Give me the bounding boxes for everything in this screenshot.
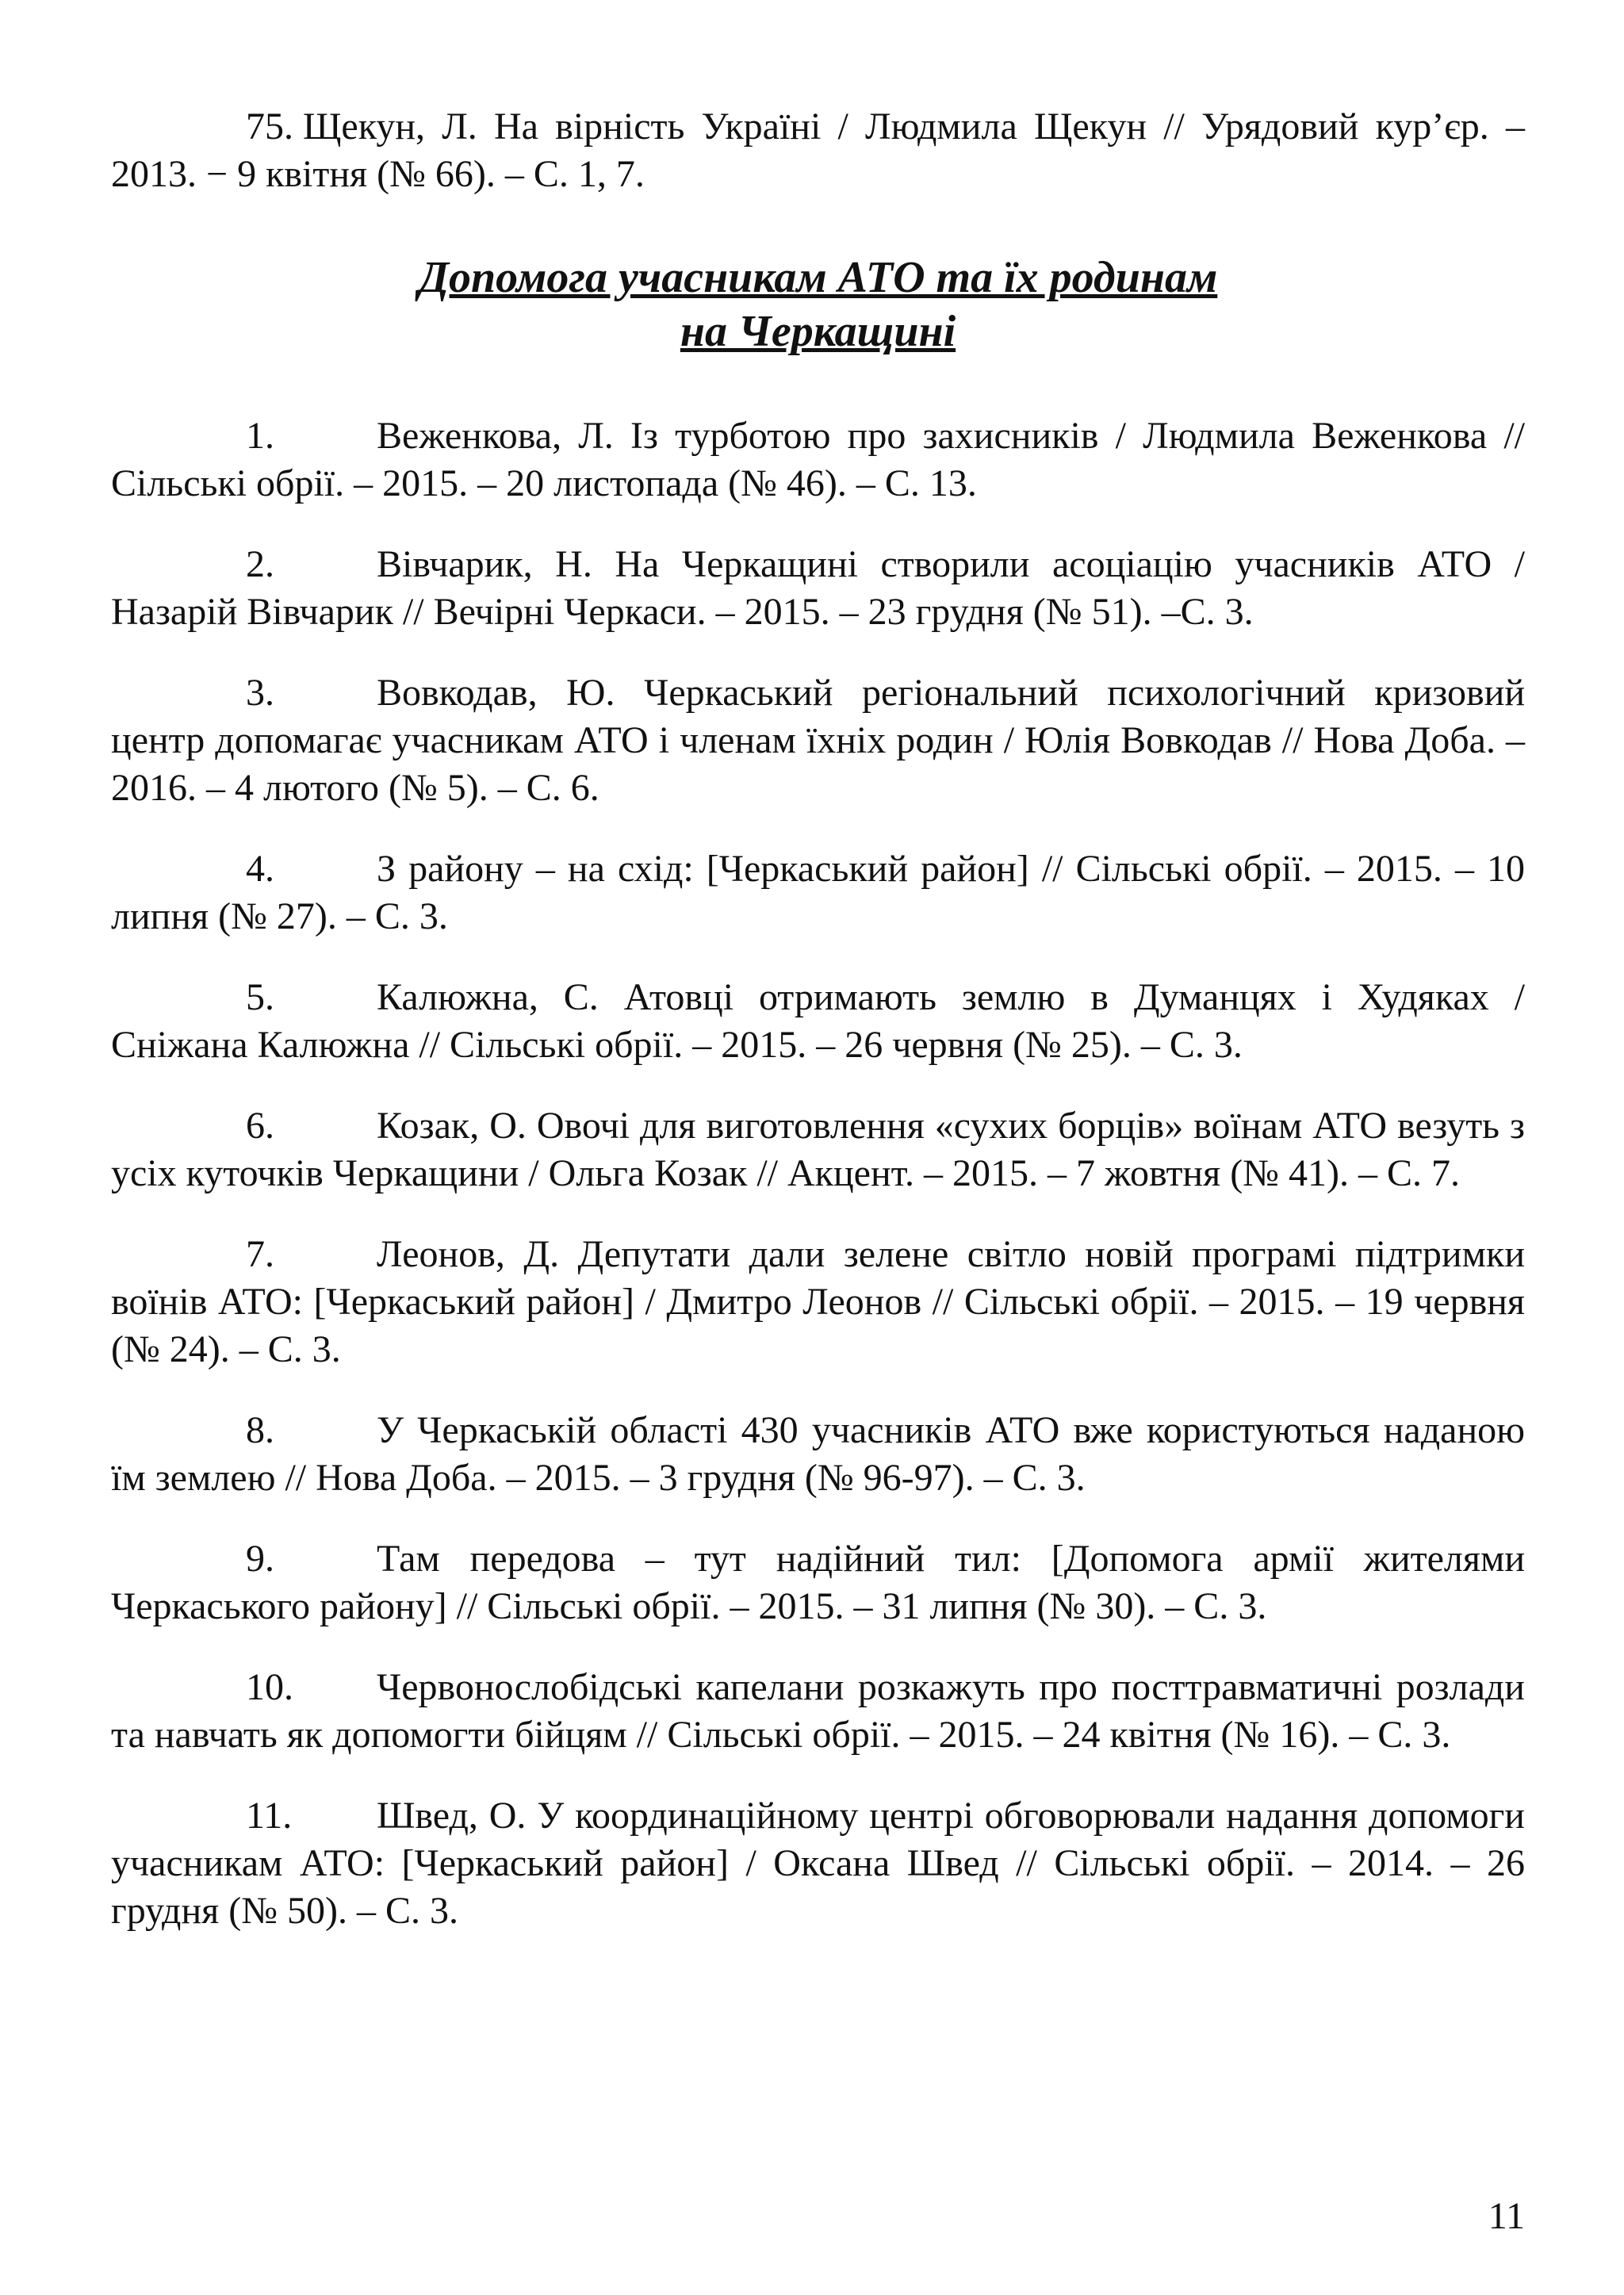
page-number: 11 <box>1488 2195 1525 2237</box>
bibliography-list <box>111 412 1525 1935</box>
entry-number: 4. <box>246 848 274 890</box>
list-item <box>111 974 1525 1069</box>
list-item <box>111 412 1525 508</box>
section-heading <box>111 251 1525 358</box>
entry-text: З району – на схід: [Черкаський район] // Сільські обрії. – 2015. – 10 липня (№ 27). – С. 3. <box>111 848 1525 937</box>
list-item <box>111 669 1525 812</box>
entry-number: 3. <box>246 672 274 714</box>
entry-text: У Черкаській області 430 учасників АТО вже користуються наданою їм землею // Нова Доба. – 2015. – 3 грудня (№ 96-97). – С. 3. <box>111 1409 1525 1499</box>
list-item <box>111 1407 1525 1502</box>
previous-bibliography-entry <box>111 103 1525 198</box>
entry-number: 2. <box>246 543 274 585</box>
entry-text: Щекун, Л. На вірність Україні / Людмила Щекун // Урядовий кур’єр. – 2013. − 9 квітня (№ 66). – С. 1, 7. <box>111 105 1525 195</box>
list-item <box>111 1231 1525 1374</box>
entry-number: 6. <box>246 1105 274 1147</box>
entry-text: Леонов, Д. Депутати дали зелене світло новій програмі підтримки воїнів АТО: [Черкаський район] / Дмитро Леонов // Сільські обрії. – 2015. – 19 червня (№ 24). – С. 3. <box>111 1233 1525 1370</box>
entry-number: 1. <box>246 415 274 457</box>
list-item <box>111 1535 1525 1630</box>
entry-text: Швед, О. У координаційному центрі обговорювали надання допомоги учасникам АТО: [Черкаський район] / Оксана Швед // Сільські обрії. – 2014. – 26 грудня (№ 50). – С. 3. <box>111 1795 1525 1932</box>
entry-text: Червонослобідські капелани розкажуть про посттравматичні розлади та навчать як допомогти бійцям // Сільські обрії. – 2015. – 24 квітня (№ 16). – С. 3. <box>111 1666 1525 1756</box>
entry-text: Козак, О. Овочі для виготовлення «сухих борців» воїнам АТО везуть з усіх куточків Черкащини / Ольга Козак // Акцент. – 2015. – 7 жовтня (№ 41). – С. 7. <box>111 1105 1525 1194</box>
list-item <box>111 1664 1525 1759</box>
entry-text: Там передова – тут надійний тил: [Допомога армії жителями Черкаського району] // Сільські обрії. – 2015. – 31 липня (№ 30). – С. 3. <box>111 1538 1525 1627</box>
entry-number: 5. <box>246 976 274 1018</box>
list-item <box>111 1102 1525 1197</box>
entry-number: 9. <box>246 1538 274 1580</box>
entry-text: Вівчарик, Н. На Черкащині створили асоціацію учасників АТО / Назарій Вівчарик // Вечірні Черкаси. – 2015. – 23 грудня (№ 51). –С. 3. <box>111 543 1525 633</box>
entry-text: Калюжна, С. Атовці отримають землю в Думанцях і Худяках / Сніжана Калюжна // Сільські обрії. – 2015. – 26 червня (№ 25). – С. 3. <box>111 976 1525 1066</box>
list-item <box>111 845 1525 941</box>
section-heading-line-2: на Черкащині <box>680 307 956 356</box>
list-item <box>111 541 1525 636</box>
entry-number: 11. <box>246 1795 293 1837</box>
entry-text: Вовкодав, Ю. Черкаський регіональний психологічний кризовий центр допомагає учасникам АТО і членам їхніх родин / Юлія Вовкодав // Нова Доба. – 2016. – 4 лютого (№ 5). – С. 6. <box>111 672 1525 809</box>
list-item <box>111 1792 1525 1935</box>
entry-text: Веженкова, Л. Із турботою про захисників / Людмила Веженкова // Сільські обрії. – 2015. – 20 листопада (№ 46). – С. 13. <box>111 415 1525 504</box>
entry-number: 75. <box>246 105 293 148</box>
entry-number: 8. <box>246 1409 274 1451</box>
entry-number: 10. <box>246 1666 293 1708</box>
entry-number: 7. <box>246 1233 274 1275</box>
section-heading-line-1: Допомога учасникам АТО та їх родинам <box>418 253 1218 302</box>
document-page <box>111 103 1525 1968</box>
